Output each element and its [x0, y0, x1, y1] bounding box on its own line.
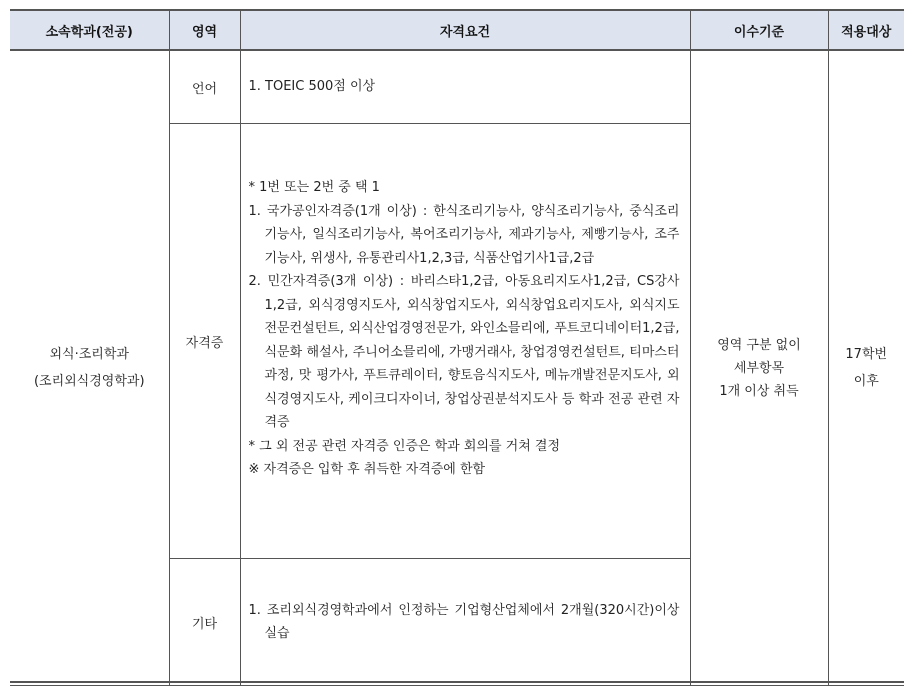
- department-name: 외식·조리학과: [49, 347, 129, 362]
- requirement-other: 1. 조리외식경영학과에서 인정하는 기업형산업체에서 2개월(320시간)이상 실습: [248, 602, 680, 641]
- area-language: 언어: [169, 50, 240, 124]
- note-after-admission: ※ 자격증은 입학 후 취득한 자격증에 한함: [248, 462, 486, 478]
- standard-line-1: 영역 구분 없이: [717, 337, 801, 353]
- target-cell: [828, 50, 904, 686]
- header-requirement: 자격요건: [240, 10, 690, 50]
- standard-line-2: 세부항목: [733, 360, 785, 376]
- header-target: 적용대상: [828, 10, 904, 50]
- standard-cell: [690, 50, 828, 686]
- header-row: [10, 10, 904, 50]
- requirement-certificate-cell: [240, 124, 690, 559]
- requirement-other-cell: [240, 559, 690, 686]
- note-other-certificates: * 그 외 전공 관련 자격증 인증은 학과 회의를 거쳐 결정: [248, 438, 561, 454]
- note-choose-one: * 1번 또는 2번 중 택 1: [248, 180, 380, 196]
- target-line-2: 이후: [853, 374, 879, 389]
- header-standard: 이수기준: [690, 10, 828, 50]
- department-cell: [10, 50, 169, 686]
- target-line-1: 17학번: [845, 347, 888, 362]
- table-bottom-rule: [10, 681, 904, 683]
- header-dept: 소속학과(전공): [10, 10, 169, 50]
- header-area: 영역: [169, 10, 240, 50]
- department-major: (조리외식경영학과): [33, 374, 145, 389]
- requirements-table-sheet: [10, 9, 904, 684]
- national-certificates: 1. 국가공인자격증(1개 이상) : 한식조리기능사, 양식조리기능사, 중식조리기능사, 일식조리기능사, 복어조리기능사, 제과기능사, 제빵기능사, 조주기능사, 위생사, 유통관리사1,2,3급, 식품산업기사1급,2급: [248, 203, 680, 266]
- requirement-language-cell: [240, 50, 690, 124]
- area-other: 기타: [169, 559, 240, 686]
- requirement-language: 1. TOEIC 500점 이상: [248, 79, 376, 95]
- row-language: [10, 50, 904, 124]
- area-certificate: 자격증: [169, 124, 240, 559]
- standard-line-3: 1개 이상 취득: [719, 383, 799, 399]
- private-certificates: 2. 민간자격증(3개 이상) : 바리스타1,2급, 아동요리지도사1,2급, CS강사1,2급, 외식경영지도사, 외식창업지도사, 외식창업요리지도사, 외식지도전문컨설턴트, 외식산업경영전문가, 와인소믈리에, 푸트코디네이터1,2급, 식문화 해설사, 주니어소믈리에, 가맹거래사, 창업경영컨설턴트, 티마스터과정, 맛 평가사, 푸트큐레이터, 향토음식지도사, 메뉴개발전문지도사, 외식경영지도사, 케이크디자이너, 창업상권분석지도사 등 학과 전공 관련 자격증: [248, 274, 680, 431]
- spacer: [249, 482, 680, 506]
- requirements-table: [10, 9, 904, 686]
